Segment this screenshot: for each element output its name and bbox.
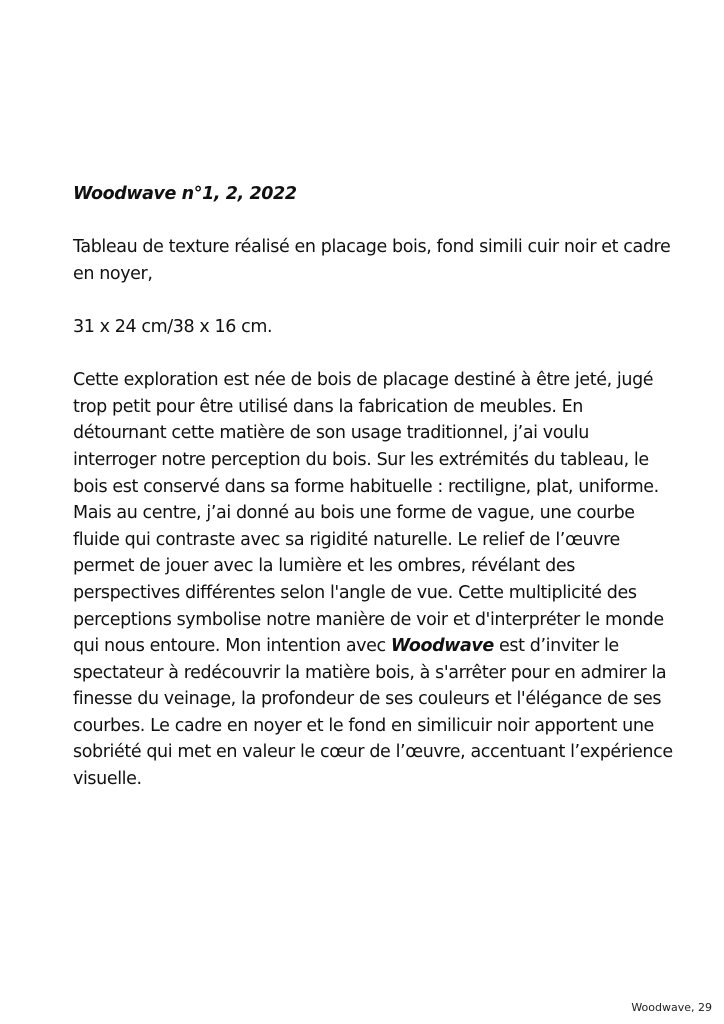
artwork-statement bbox=[73, 367, 673, 793]
document-content bbox=[73, 181, 673, 793]
statement-text-part-2: est d’inviter le spectateur à redécouvrir la matière bois, à s'arrêter pour en admirer la finesse du veinage, la profondeur de ses couleurs et l'élégance de ses courbes. Le cadre en noyer et le fond en similicuir noir apportent une sobriété qui met en valeur le cœur de l’œuvre, accentuant l’expérience visuelle. bbox=[73, 636, 673, 790]
artwork-dimensions: 31 x 24 cm/38 x 16 cm. bbox=[73, 316, 273, 337]
artwork-title: Woodwave n°1, 2, 2022 bbox=[73, 184, 297, 204]
statement-text-part-1: Cette exploration est née de bois de placage destiné à être jeté, jugé trop petit pour être utilisé dans la fabrication de meubles. En détournant cette matière de son usage traditionnel, j’ai voulu interroger notre perception du bois. Sur les extrémités du tableau, le bois est conservé dans sa forme habituelle : rectiligne, plat, uniforme. Mais au centre, j’ai donné au bois une forme de vague, une courbe fluide qui contraste avec sa rigidité naturelle. Le relief de l’œuvre permet de jouer avec la lumière et les ombres, révélant des perspectives différentes selon l'angle de vue. Cette multiplicité des perceptions symbolise notre manière de voir et d'interpréter le monde qui nous entoure. Mon intention avec bbox=[73, 370, 664, 657]
page-footer: Woodwave, 29 bbox=[631, 1001, 712, 1014]
artwork-description: Tableau de texture réalisé en placage bois, fond simili cuir noir et cadre en noyer, bbox=[73, 237, 671, 284]
statement-emphasis-title: Woodwave bbox=[390, 636, 494, 657]
